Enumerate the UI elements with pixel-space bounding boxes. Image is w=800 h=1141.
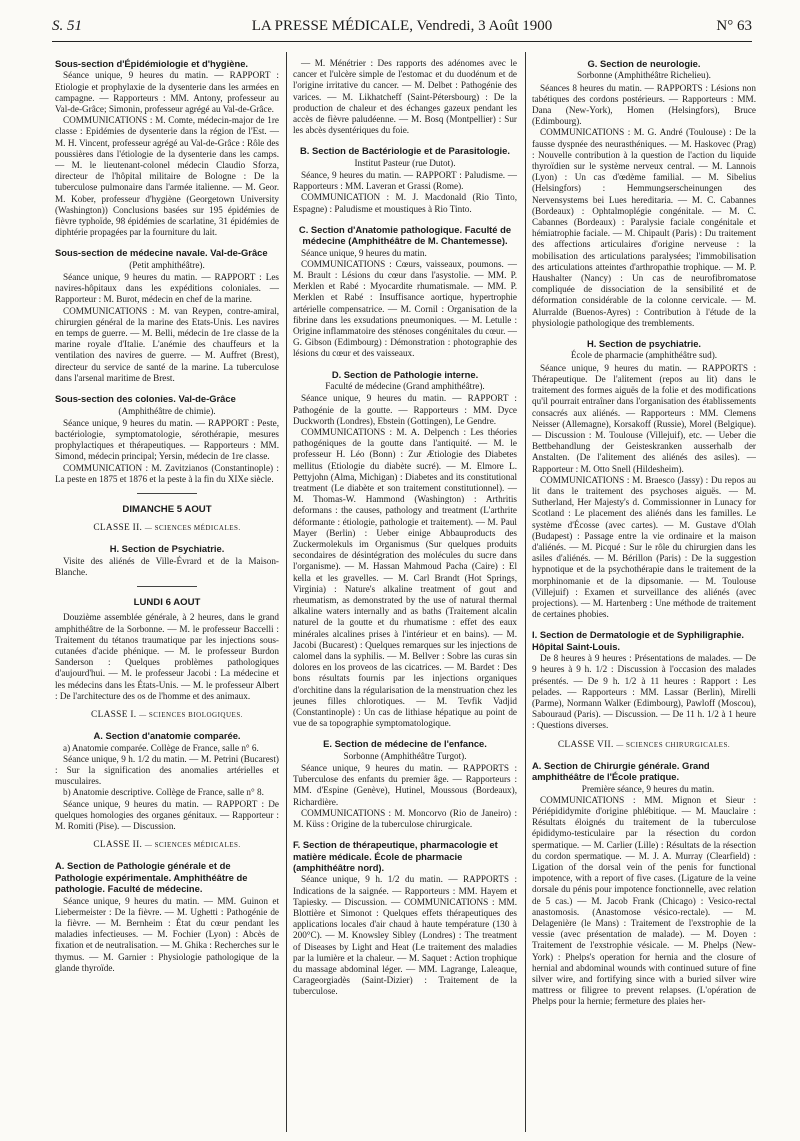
section-heading: A. Section d'anatomie comparée. [93,730,241,742]
section-heading: I. Section de Dermatologie et de Syphiligraphie. Hôpital Saint-Louis. [532,629,745,652]
column-rule [525,52,526,1132]
paragraph: COMMUNICATIONS : M. Moncorvo (Rio de Janeiro) : M. Küss : Origine de la tuberculose chirurgicale. [293,807,517,830]
paragraph: COMMUNICATION : M. Zavitzianos (Constantinople) : La peste en 1875 et 1876 et la peste à la fin du XIXe siècle. [55,462,279,484]
paragraph: Séance unique, 9 heures du matin. — RAPPORT : Pathogénie de la goutte. — Rapporteurs : MM. Dyce Duckworth (Londres), Ebstein (Gottingen), Le Gendre. [293,393,517,426]
paragraph: Séance unique, 9 heures du matin. [301,247,427,258]
class-heading [532,740,756,751]
paragraph: Première séance, 9 heures du matin. [581,783,715,794]
paragraph: Séance unique, 9 heures du matin. — RAPPORTS : Tuberculose des enfants du premier âge. — Rapporteurs : MM. d'Espine (Genève), Hutinel, Moussous (Bordeaux), Richardière. [293,763,517,807]
paragraph: Séance unique, 9 heures du matin. — RAPPORT : Les navires-hôpitaux dans les expéditions coloniales. — Rapporteur : M. Burot, médecin en chef de la marine. [55,272,279,305]
paragraph: COMMUNICATIONS : MM. Mignon et Sieur : Périépididymite d'origine phlébitique. — M. Mauclaire : Résultats éloignés du traitement de la tuberculose épididymo-testiculaire par la résection du cordon spermatique. — M. Carlier (Lille) : Résultats de la résection du cordon spermatique. — M. J. A. Murray (Clearfield) : Ligation of the dorsal vein of the penis for functional impotence, with a report of five cases. (Ligature de la veine dorsale du pénis pour impotence fonctionnelle, avec relation de 5 cas.) — M. Jacob Frank (Chicago) : Vesico-rectal anastomosis. (Anastomose vésico-rectale). — M. Delagenière (le Mans) : Traitement de l'exstrophie de la vessie (avec présentation de malade). — M. Doyen : Traitement de l'exstrophie vésicale. — M. Phelps (New-York) : Phelps's operation for hernia and the closure of hernial and abdominal wounds with continued suture of fine silver wire, and fortifying since with a buried silver wire mattress or filigree to prevent relapses. (L'opération de Phelps pour la hernie; fermeture des plaies her- [532,794,756,1007]
paragraph: Séance unique, 9 heures du matin. — RAPPORT : Peste, bactériologie, symptomatologie, sérothérapie, mesures prophylactiques et thérapeutiques. — Rapporteurs : MM. Simond, médecin principal; Yersin, médecin de 1re classe. [55,417,279,462]
section-venue: (Petit amphithéâtre). [129,259,205,270]
class-heading [55,840,279,851]
paragraph: Séance unique, 9 h. 1/2 du matin. — M. Petrini (Bucarest) : Sur la signification des anomalies artérielles et musculaires. [55,753,279,787]
column-rule [286,52,287,1132]
class-label: CLASSE I. [91,709,137,720]
paragraph: Séance unique, 9 heures du matin. — MM. Guinon et Liebermeister : De la fièvre. — M. Ughetti : Pathogénie de la fièvre. — M. Bernheim : État du cœur pendant les maladies infectieuses. — M. Fochier (Lyon) : Abcès de fixation et de neutralisation. — M. Ghika : Recherches sur le thymus. — M. Garnier : Physiologie pathologique de la glande thyroïde. [55,895,279,973]
page-folio: S. 51 [52,18,82,34]
class-subject: — SCIENCES BIOLOGIQUES. [139,710,243,719]
section-heading: H. Section de Psychiatrie. [109,543,225,555]
class-subject: — SCIENCES MÉDICALES. [144,524,241,533]
paragraph: COMMUNICATIONS : M. Comte, médecin-major de 1re classe : Epidémies de dysenterie dans la région de l'Est. — M. H. Vincent, professeur agrégé au Val-de-Grâce : Rôle des poussières dans l'étiologie de la dysenterie dans les camps. — M. le lieutenant-colonel médecin Claudio Sforza, directeur de l'hôpital militaire de Bologne : De la tuberculose pulmonaire dans l'armée italienne. — M. Geor. M. Kober, professeur d'hygiène (Georgetown University (Washington)) Conclusions basées sur 195 épidémies de fièvre typhoïde, 98 épidémies de scarlatine, 31 épidémies de diphtérie propagées par la fourniture du lait. [55,115,279,238]
section-venue: École de pharmacie (amphithéâtre sud). [570,350,718,361]
section-heading: Sous-section des colonies. Val-de-Grâce [55,393,236,405]
section-heading: E. Section de médecine de l'enfance. [323,738,487,750]
day-heading: LUNDI 6 AOUT [133,597,201,609]
issue-number: N° 63 [716,18,752,34]
paragraph: Séance unique, 9 h. 1/2 du matin. — RAPPORTS : Indications de la saignée. — Rapporteurs : MM. Hayem et Tapiesky. — Discussion. — COMMUNICATIONS : MM. Blottière et Simonot : Quelques effets thérapeutiques des applications locales d'air chaud à haute température (130 à 200°C). — M. Knowsley Sibley (Londres) : The treatment of Diseases by Light and Heat (Le traitement des maladies par la lumière et la chaleur. — M. Saquet : Action trophique du massage abdominal léger. — MM. Lagrange, Laleaque, Carageorgiadès (Saint-Dizier) : Traitement de la tuberculose. [293,874,517,997]
separator-rule [137,493,197,494]
paragraph: Douzième assemblée générale, à 2 heures, dans le grand amphithéâtre de la Sorbonne. — M. le professeur Baccelli : Traitement du tétanos traumatique par les injections sous-cutanées d'acide phénique. — M. le professeur Burdon Sanderson : Quelques problèmes pathologiques d'aujourd'hui. — M. le professeur Jacobi : La médecine et les médecins dans les États-Unis. — M. le professeur Albert : De l'architecture des os de l'homme et des animaux. [55,612,279,701]
paragraph: COMMUNICATIONS : M. A. Delpench : Les théories pathogéniques de la goutte dans l'antiquité. — M. le professeur H. Léo (Bonn) : Zur Ætiologie des Diabetes mellitus (Etiologie du diabète sucré). — M. Elmore L. Pettyjohn (Alma, Michigan) : Diabetes and its constitutional treatment (Le diabète et son traitement constitutionnel). — M. Thomas-W. Hammond (Washington) : Arthritis deformans : the causes, pathology and treatment (L'arthrite déformante : étiologie, pathologie et traitement). — M. Paul Mayer (Berlin) : Ueber einige Abbauproducts des Zuckermolekuls im Organismus (Sur quelques produits secondaires de désintégration des molécules du sucre dans l'organisme). — M. Hassan Mahmoud Pacha (Caire) : El kella et les gravelles. — M. Carl Brandt (Hot Springs, Virginia) : Nature's alkaline treatment of gout and rheumatism, as demonstrated by the use of natural thermal alkaline waters internally and as baths (Traitement alcalin naturel de la goutte et du rhumatisme : effet des eaux minérales alcalines prises à l'intérieur et en bains). — M. Jacobi (Bucarest) : Quelques remarques sur les injections de calomel dans la syphilis. — M. Bellver : Sobre las curas sin dolores en los proveos de las cicatrices. — M. Bardet : Des bons résultats fournis par les injections organiques d'orchitine dans la régularisation de la menstruation chez les jeunes filles chlorotiques. — M. Tevfik Vadjid (Constantinople) : Un cas de lithiase hépatique au point de vue de sa topographie symptomatologique. [293,426,517,729]
section-heading: A. Section de Pathologie générale et de Pathologie expérimentale. Amphithéâtre de pathologie. Faculté de médecine. [55,860,248,895]
class-label: CLASSE II. [93,523,143,534]
section-venue: Institut Pasteur (rue Dutot). [354,157,456,168]
column-middle [293,58,517,1133]
paragraph: Séance unique, 9 heures du matin. — RAPPORT : Etiologie et prophylaxie de la dysenterie dans les armées en campagne. — Rapporteurs : MM. Antony, professeur au Val-de-Grâce; Simonin, professeur agrégé au Val-de-Grâce. [55,70,279,115]
journal-title: LA PRESSE MÉDICALE, Vendredi, 3 Août 1900 [251,18,553,34]
section-heading: D. Section de Pathologie interne. [331,368,479,380]
class-label: CLASSE VII. [557,739,614,750]
section-heading: A. Section de Chirurgie générale. Grand amphithéâtre de l'École pratique. [532,759,710,783]
section-heading: H. Section de psychiatrie. [586,338,702,350]
section-heading: F. Section de thérapeutique, pharmacologie et matière médicale. École de pharmacie (amphithéâtre nord). [293,839,498,874]
class-heading [55,710,279,721]
class-heading [55,523,279,534]
section-venue: Sorbonne (Amphithéâtre Turgot). [343,750,467,761]
section-heading: B. Section de Bactériologie et de Parasitologie. [300,145,510,157]
section-heading: Sous-section de médecine navale. Val-de-Grâce [55,247,268,259]
class-subject: — SCIENCES CHIRURGICALES. [616,740,731,749]
paragraph: COMMUNICATION : M. J. Macdonald (Rio Tinto, Espagne) : Paludisme et moustiques à Rio Tinto. [293,192,517,214]
paragraph: Séance unique, 9 heures du matin. — RAPPORTS : Thérapeutique. De l'alitement (repos au lit) dans le traitement des formes aiguës de la folie et des modifications qu'il pourrait entraîner dans l'organisation des établissements consacrés aux aliénés. — Rapporteurs : MM. Clemens Neisser (Allemagne), Korsakoff (Russie), Morel (Belgique). — Discussion : M. Toulouse (Villejuif), etc. — Ueber die Bettbehandlung der Geisteskranken ausserhalb der Anstalten. (De l'alitement des aliénés des asiles). — Rapporteur : M. Otto Snell (Hildesheim). [532,362,756,474]
paragraph: COMMUNICATIONS : Cœurs, vaisseaux, poumons. — M. Brault : Lésions du cœur dans l'asystolie. — MM. P. Merklen et Rabé : Myocardite rhumatismale. — MM. P. Merklen et Rabé : Insuffisance aortique, hypertrophie artérielle compensatrice. — M. Cornil : Organisation de la fibrine dans les exsudations pneumoniques. — M. Letulle : Origine inflammatoire des sténoses congénitales du cœur. — G. Gibson (Edimbourg) : Démonstration : photographie des lésions du cœur et des vaisseaux. [293,258,517,359]
paragraph: COMMUNICATIONS : M. Braesco (Jassy) : Du repos au lit dans le traitement des psychoses aiguës. — M. Sutherland, Her Majesty's d. Commissionner in Lunacy for Scotland : Le placement des aliénés dans les familles. Le système d'Écosse (avec cartes). — M. Gustave d'Olah (Budapest) : Passage entre la vie ordinaire et la maison d'aliénés. — M. Picqué : Sur le rôle du chirurgien dans les asiles d'aliénés. — M. Bérillon (Paris) : De la suggestion hypnotique et de la psychothérapie dans le traitement de la morphinomanie et de la dipsomanie. — M. Toulouse (Villejuif) : Examen et surveillance des aliénés (avec projections). — M. Hartenberg : Une méthode de traitement de certaines phobies. [532,474,756,620]
class-label: CLASSE II. [93,840,143,851]
section-venue: (Amphithéâtre de chimie). [118,405,216,416]
paragraph: a) Anatomie comparée. Collège de France, salle n° 6. [63,742,259,753]
column-left [55,58,279,1133]
paragraph: COMMUNICATIONS : M. van Reypen, contre-amiral, chirurgien général de la marine des Etats-Unis. Les navires en temps de guerre. — M. Belli, médecin de 1re classe de la marine royale d'Italie. L'anémie des chauffeurs et la ventilation des navires de guerre. — M. Auffret (Brest), directeur du service de santé de la marine. La tuberculose dans l'arsenal maritime de Brest. [55,305,279,383]
section-venue: Faculté de médecine (Grand amphithéâtre). [325,381,485,392]
page-header [52,18,752,38]
paragraph: Séance, 9 heures du matin. — RAPPORT : Paludisme. — Rapporteurs : MM. Laveran et Grassi (Rome). [293,170,517,192]
header-rule [52,41,752,42]
column-right [532,58,756,1133]
day-heading: DIMANCHE 5 AOUT [122,503,212,515]
paragraph: Séance unique, 9 heures du matin. — RAPPORT : De quelques homologies des organes génitaux. — Rapporteur : M. Romiti (Pise). — Discussion. [55,798,279,831]
section-heading: Sous-section d'Épidémiologie et d'hygiène. [55,58,249,69]
section-heading: G. Section de neurologie. [587,58,701,69]
paragraph: De 8 heures à 9 heures : Présentations de malades. — De 9 heures à 9 h. 1/2 : Discussion à l'occasion des malades présentés. — De 9 h. 1/2 à 11 heures : Rapport : Les pelades. — Rapporteurs : MM. Lassar (Berlin), Mirelli (Parme), Normann Walker (Edimbourg), Pawloff (Moscou), Sabouraud (Paris). — Discussion. — De 11 h. 1/2 à 1 heure : Questions diverses. [532,653,756,731]
paragraph: Visite des aliénés de Ville-Évrard et de la Maison-Blanche. [55,555,279,577]
separator-rule [137,586,197,587]
paragraph: — M. Ménétrier : Des rapports des adénomes avec le cancer et l'ulcère simple de l'estomac et du duodénum et de l'origine irritative du cancer. — M. Delbet : Pathogénie des varices. — M. Likhatcheff (Saint-Pétersbourg) : De la production de chaleur et des échanges gazeux pendant les accès de fièvre paludéenne. — M. Bosq (Montpellier) : Sur les abcès dysentériques du foie. [293,58,517,136]
paragraph: Séances 8 heures du matin. — RAPPORTS : Lésions non tabétiques des cordons postérieurs. — Rapporteurs : MM. Dana (New-York), Homen (Helsingfors), Bruce (Edimbourg). [532,82,756,127]
paragraph: COMMUNICATIONS : M. G. André (Toulouse) : De la fausse dyspnée des neurasthéniques. — M. Haskovec (Prag) : Nouvelle contribution à la question de l'action du liquide thyroïdien sur le système nerveux central. — M. Lannois (Lyon) : Un cas d'œdème familial. — M. Sibelius (Helsingfors) : Hemmungserscheinungen des Nervensystems bei Lues hereditaria. — M. C. Cabannes (Bordeaux) : Ophtalmoplégie congénitale. — M. C. Cabannes (Bordeaux) : Paralysie faciale congénitale et hémiatrophie faciale. — M. Chipault (Paris) : Du traitement des affections articulaires d'origine nerveuse : la mobilisation des articulations paralysées; l'immobilisation des articulations atteintes d'arthropathie trophique. — M. P. Haushalter (Nancy) : Un cas de neurofibromatose compliquée de dissociation de la sensibilité et de déformation considérable de la colonne cervicale. — M. Alurralde (Buenos-Ayres) : Contribution à l'étude de la physiologie pathologique des tremblements. [532,127,756,328]
section-venue: Sorbonne (Amphithéâtre Richelieu). [577,70,711,81]
paragraph: b) Anatomie descriptive. Collège de France, salle n° 8. [63,787,264,798]
class-subject: — SCIENCES MÉDICALES. [144,841,241,850]
section-heading: C. Section d'Anatomie pathologique. Faculté de médecine (Amphithéâtre de M. Chantemesse). [298,223,512,247]
